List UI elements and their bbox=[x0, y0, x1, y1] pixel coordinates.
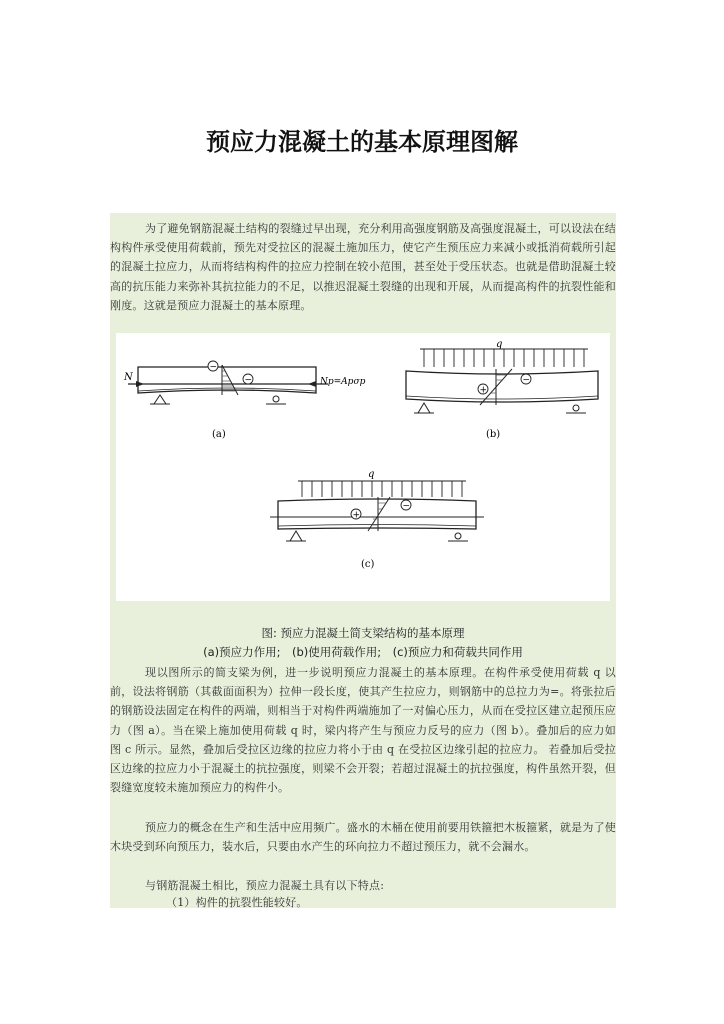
diagram-c bbox=[270, 469, 484, 570]
page-title: 预应力混凝土的基本原理图解 bbox=[206, 127, 518, 156]
analogy-paragraph: 预应力的概念在生产和生活中应用频广。盛水的木桶在使用前要用铁箍把木板箍紧，就是为了使木块受到环向预压力，装水后，只要由水产生的环向拉力不超过预压力，就不会漏水。 bbox=[110, 821, 616, 854]
features-intro: 与钢筋混凝土相比，预应力混凝土具有以下特点: bbox=[145, 879, 385, 892]
label-a: (a) bbox=[212, 429, 226, 440]
compression-sign-a2: − bbox=[244, 375, 253, 386]
figure-caption-parts: (a)预应力作用; (b)使用荷载作用; (c)预应力和荷载共同作用 bbox=[203, 645, 523, 659]
explanation-paragraph: 现以图所示的简支梁为例，进一步说明预应力混凝土的基本原理。在构件承受使用荷载 q 以前，设法将钢筋（其截面面积为）拉伸一段长度，使其产生拉应力，则钢筋中的总拉力为=。将张拉后的钢筋设法固定在构件的两端，则相当于对构件两端施加了一对偏心压力，从而在受拉区建立起预压应力（图 a）。当在梁上施加使用荷载 q 时，梁内将产生与预应力反号的应力（图 b）。叠加后的应力如图 c 所示。显然，叠加后受拉区边缘的拉应力将小于由 q 在受拉区边缘引起的拉应力。 若叠加后受拉区边缘的拉应力小于混凝土的抗拉强度，则梁不会开裂；若超过混凝土的抗拉强度，构件虽然开裂，但裂缝宽度较未施加预应力的构件小。 bbox=[110, 666, 616, 795]
article-body bbox=[110, 213, 616, 908]
intro-paragraph: 为了避免钢筋混凝土结构的裂缝过早出现，充分利用高强度钢筋及高强度混凝土，可以设法在结构构件承受使用荷载前，预先对受拉区的混凝土施加压力，使它产生预压应力来减小或抵消荷载所引起的混凝土拉应力，从而将结构构件的拉应力控制在较小范围，甚至处于受压状态。也就是借助混凝土较高的抗压能力来弥补其抗拉能力的不足，以推迟混凝土裂缝的出现和开展，从而提高构件的抗裂性能和刚度。这就是预应力混凝土的基本原理。 bbox=[110, 222, 616, 312]
diagram-b bbox=[406, 339, 598, 440]
beam-figure bbox=[116, 333, 610, 601]
diagram-a bbox=[123, 361, 366, 440]
compression-sign-a1: − bbox=[209, 362, 218, 373]
force-label-right: Np=Apσp bbox=[320, 377, 366, 387]
tension-sign-c: + bbox=[352, 510, 361, 521]
compression-sign-b: − bbox=[522, 375, 531, 386]
load-label-b: q bbox=[496, 339, 503, 350]
label-b: (b) bbox=[486, 429, 501, 440]
load-label-c: q bbox=[368, 469, 375, 480]
tension-sign-b: + bbox=[479, 385, 488, 396]
compression-sign-c: − bbox=[402, 501, 411, 512]
load-arrows-c bbox=[298, 481, 466, 497]
feature-item-1: （1）构件的抗裂性能较好。 bbox=[166, 896, 308, 909]
label-c: (c) bbox=[361, 559, 375, 570]
force-label-left: N bbox=[124, 372, 133, 383]
load-arrows-b bbox=[420, 349, 588, 367]
figure-caption-title: 图: 预应力混凝土简支梁结构的基本原理 bbox=[261, 626, 465, 640]
beam-diagram bbox=[116, 333, 610, 601]
